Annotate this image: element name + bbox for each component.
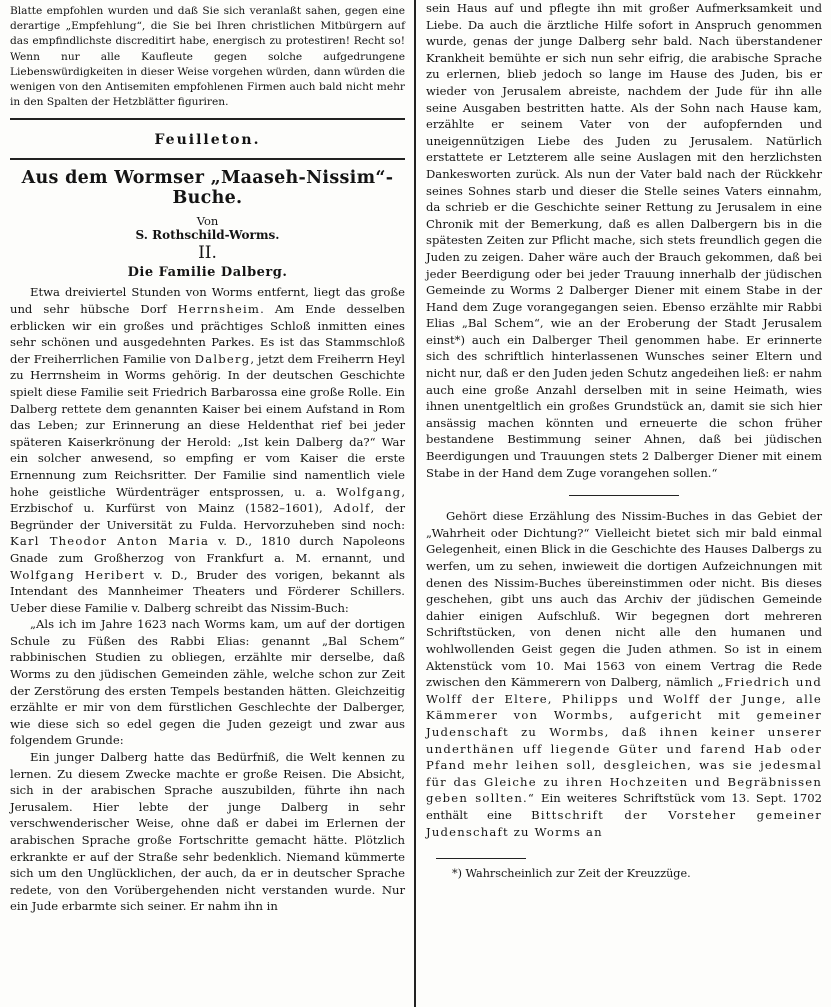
paragraph-herrnsheim: Etwa dreiviertel Stunden von Worms entfernt, liegt das große und sehr hübsche Dorf Herrnsheim. Am Ende desselben erblicken wir ein großes und prächtiges Schloß inmitten eines sehr schönen und ausgedehnten Parkes. Es ist das Stammschloß der Freiherrlichen Familie von Dalberg, jetzt dem Freiherrn Heyl zu Herrnsheim in Worms gehörig. In der deutschen Geschichte spielt diese Familie seit Friedrich Barbarossa eine große Rolle. Ein Dalberg rettete dem genannten Kaiser bei einem Aufstand in Rom das Leben; zur Erinnerung an diese Heldenthat rief bei jeder späteren Kaiserkrönung der Herold: „Ist kein Dalberg da?“ War ein solcher anwesend, so empfing er vom Kaiser die erste Ernennung zum Reichsritter. Der Familie sind namentlich viele hohe geistliche Würdenträger entsprossen, u. a. Wolfgang, Erzbischof u. Kurfürst von Mainz (1582–1601), Adolf, der Begründer der Universität zu Fulda. Hervorzuheben sind noch: Karl Theodor Anton Maria v. D., 1810 durch Napoleons Gnade zum Großherzog von Frankfurt a. M. ernannt, und Wolfgang Heribert v. D., Bruder des vorigen, bekannt als Intendant des Mannheimer Theaters und Förderer Schillers. Ueber diese Familie v. Dalberg schreibt das Nissim-Buch: <box>10 285 406 615</box>
paragraph-quote-1623: „Als ich im Jahre 1623 nach Worms kam, um auf der dortigen Schule zu Füßen des Rabbi Elias: genannt „Bal Schem“ rabbinischen Studien zu obliegen, erzählte mir derselbe, daß Worms zu den jüdischen Gemeinden zähle, welche schon zur Zeit der Zerstörung des ersten Tempels bestanden hätten. Gleichzeitig erzählte er mir von dem fürstlichen Geschlechte der Dalberger, wie diese sich so edel gegen die Juden gezeigt und zwar aus folgendem Grunde: <box>10 617 405 748</box>
left-column <box>10 0 405 915</box>
paragraph-continuation: sein Haus auf und pflegte ihn mit großer Aufmerksamkeit und Liebe. Da auch die ärztliche Hilfe sofort in Anspruch genommen wurde, genas der junge Dalberg sehr bald. Nach überstandener Krankheit bemühte er sich nun sehr eifrig, die arabische Sprache zu erlernen, blieb jedoch so lange im Hause des Juden, bis er wieder von Jerusalem abreiste, nachdem der Jude für ihn alle seine Ausgaben bestritten hatte. Als der Sohn nach Hause kam, erzählte er seinem Vater von der aufopfernden und uneigennützigen Liebe des Juden zu Jerusalem. Natürlich erstattete er Letzterem alle seine Auslagen mit den herzlichsten Dankesworten zurück. Als nun der Vater bald nach der Rückkehr seines Sohnes starb und dieser die Stelle seines Vaters einnahm, da schrieb er die Geschichte seiner Rettung zu Jerusalem in eine Chronik mit der Bemerkung, daß es allen Dalbergern bis in die spätesten Zeiten zur Pflicht mache, sich stets freundlich gegen die Juden zu zeigen. Daher wäre auch der Brauch gekommen, daß bei jeder Beerdigung oder bei jeder Trauung innerhalb der jüdischen Gemeinde zu Worms 2 Dalberger Diener mit einem Stabe in der Hand dem Zuge vorangegangen seien. Ebenso erzählte mir Rabbi Elias „Bal Schem“, wie an der Eroberung der Stadt Jerusalem einst*) auch ein Dalberger Theil genommen habe. Er erinnerte sich des schriftlich hinterlassenen Wunsches seiner Eltern und nicht nur, daß er den Juden jeden Schutz angedeihen ließ: er nahm auch eine große Anzahl derselben mit in seine Heimath, wies ihnen unentgeltlich ein großes Grundstück an, damit sie sich hier ansässig machen könnten und erneuerte die schon früher bestandene Bestimmung seiner Ahnen, daß bei jüdischen Beerdigungen und Trauungen stets 2 Dalberger Diener mit einem Stabe in der Hand dem Zuge vorangehen sollen.“ <box>426 1 822 480</box>
article-subtitle: Die Familie Dalberg. <box>127 265 288 281</box>
article-author: S. Rothschild-Worms. <box>135 228 280 243</box>
section-heading: Feuilleton. <box>154 132 261 149</box>
right-column <box>426 0 822 881</box>
part-number: II. <box>198 243 217 264</box>
byline-von: Von <box>196 214 219 229</box>
paragraph-young-dalberg: Ein junger Dalberg hatte das Bedürfniß, die Welt kennen zu lernen. Zu diesem Zwecke machte er große Reisen. Die Absicht, sich in der arabischen Sprache auszubilden, führte ihn nach Jerusalem. Hier lebte der junge Dalberg in sehr verschwenderischer Weise, ohne daß er dabei im Erlernen der arabischen Sprache große Fortschritte gemacht hätte. Plötzlich erkrankte er auf der Straße sehr bedenklich. Niemand kümmerte sich um den Unglücklichen, der auch, da er in deutscher Sprache redete, von den Vorübergehenden nicht verstanden wurde. Nur ein Jude erbarmte sich seiner. Er nahm ihn in <box>10 750 405 914</box>
column-divider <box>414 0 416 1007</box>
footnote: *) Wahrscheinlich zur Zeit der Kreuzzüge. <box>452 867 691 881</box>
paragraph-archive: Gehört diese Erzählung des Nissim-Buches in das Gebiet der „Wahrheit oder Dichtung?“ Vielleicht bietet sich mir bald einmal Gelegenheit, einen Blick in die Geschichte des Hauses Dalbergs zu werfen, um zu sehen, inwieweit die dortigen Aufzeichnungen mit denen des Nissim-Buches übereinstimmen oder nicht. Bis dieses geschehen, gibt uns auch das Archiv der jüdischen Gemeinde dahier einigen Aufschluß. Wir begegnen dort mehreren Schriftstücken, von denen nicht alle den humanen und wohlwollenden Geist gegen die Juden athmen. So ist in einem Aktenstück vom 10. Mai 1563 von einem Vertrag die Rede zwischen den Kämmerern von Dalberg, nämlich „Friedrich und Wolff der Eltere, Philipps und Wolff der Junge, alle Kämmerer von Wormbs, aufgericht mit gemeiner Judenschaft zu Wormbs, daß ihnen keiner unserer underthänen uff liegende Güter und farend Hab oder Pfand mehr leihen soll, desgleichen, was sie jedesmal für das Gleiche zu ihren Hochzeiten und Begräbnissen geben sollten.“ Ein weiteres Schriftstück vom 13. Sept. 1702 enthält eine Bittschrift der Vorsteher gemeiner Judenschaft zu Worms an <box>426 509 822 839</box>
separator-rule <box>569 495 679 496</box>
intro-paragraph: Blatte empfohlen wurden und daß Sie sich veranlaßt sahen, gegen eine derartige „Empfehlung“, die Sie bei Ihren christlichen Mitbürgern auf das empfindlichste discreditirt habe, energisch zu protestiren! Recht so! Wenn nur alle Kaufleute gegen solche aufgedrungene Liebenswürdigkeiten in dieser Weise vorgehen würden, dann würden die wenigen von den Antisemiten empfohlenen Firmen auch bald nicht mehr in den Spalten der Hetzblätter figuriren. <box>10 5 405 109</box>
footnote-rule <box>436 858 526 859</box>
title-rule <box>10 158 405 160</box>
article-title: Aus dem Wormser „Maaseh-Nissim“-Buche. <box>21 168 394 209</box>
section-rule <box>10 118 405 120</box>
